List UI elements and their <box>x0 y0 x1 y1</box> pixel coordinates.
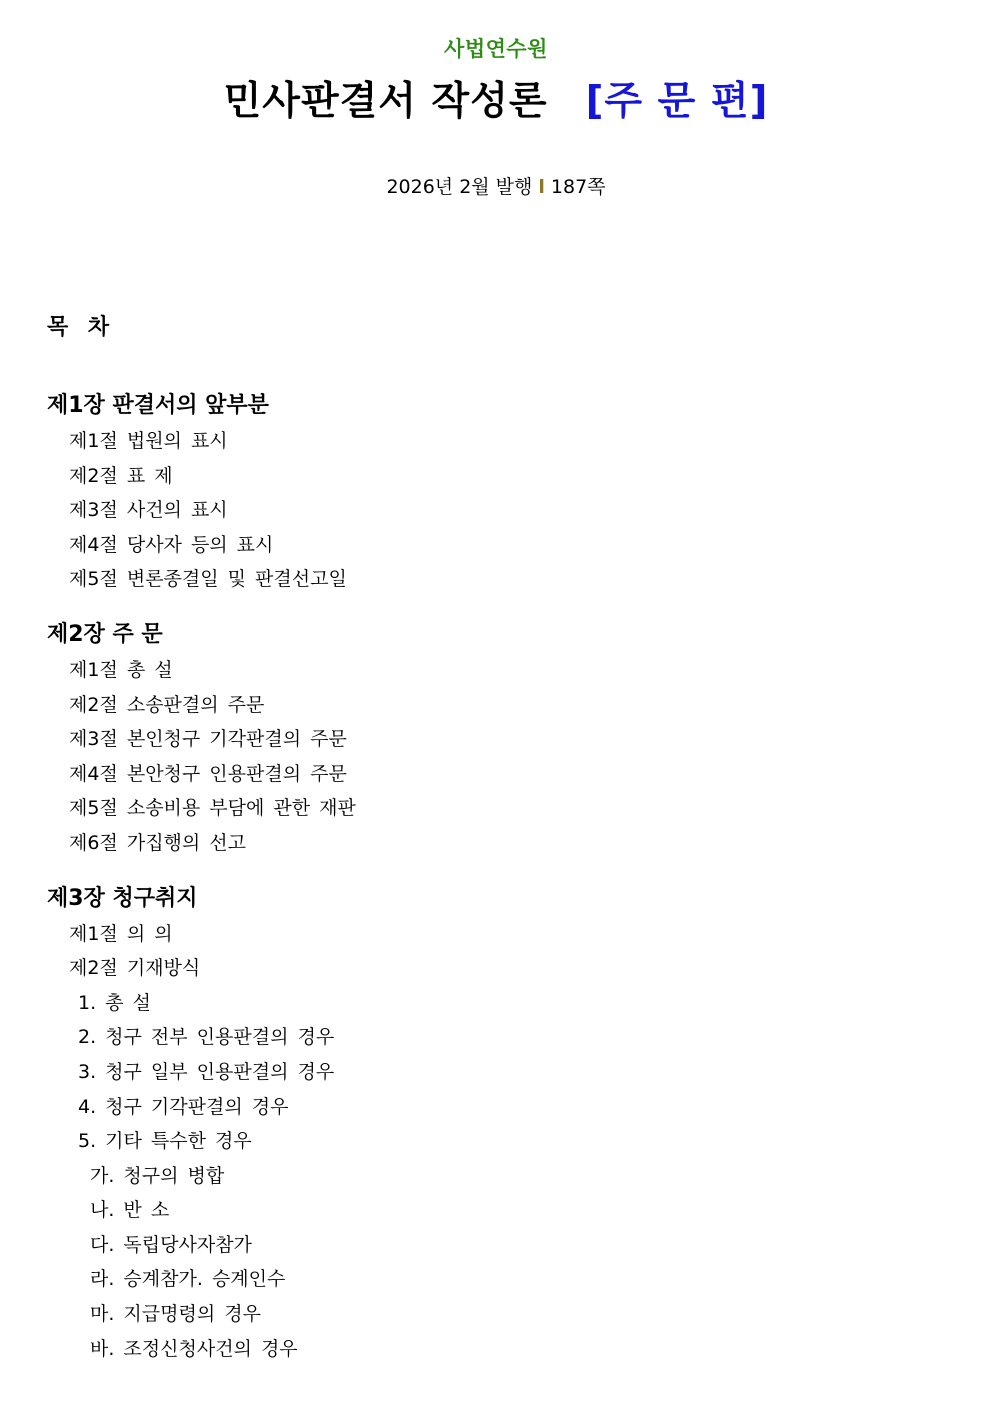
toc-heading: 목 차 <box>47 315 116 340</box>
toc-entry: 4. 청구 기각판결의 경우 <box>78 1095 289 1118</box>
toc-entry: 다. 독립당사자참가 <box>90 1233 252 1256</box>
toc-entry: 제5절 변론종결일 및 판결선고일 <box>69 568 347 591</box>
toc-entry: 바. 조정신청사건의 경우 <box>90 1337 298 1360</box>
toc-chapter <box>47 617 947 861</box>
toc-entry: 제4절 당사자 등의 표시 <box>69 533 274 556</box>
title-main: 민사판결서 작성론 <box>223 79 548 124</box>
chapter-title: 제1장 판결서의 앞부분 <box>47 393 269 418</box>
toc-entry: 나. 반 소 <box>90 1199 170 1222</box>
table-of-contents <box>47 388 947 1386</box>
title-subtitle: [주 문 편] <box>585 79 769 124</box>
toc-entry: 1. 총 설 <box>78 991 151 1014</box>
toc-entry: 제2절 기재방식 <box>69 957 201 980</box>
toc-entry: 제3절 본인청구 기각판결의 주문 <box>69 728 347 751</box>
toc-entry: 2. 청구 전부 인용판결의 경우 <box>78 1026 335 1049</box>
toc-entry: 가. 청구의 병합 <box>90 1164 225 1187</box>
toc-entry: 라. 승계참가. 승계인수 <box>90 1268 286 1291</box>
toc-entry: 제1절 의 의 <box>69 922 173 945</box>
toc-chapter <box>47 388 947 597</box>
toc-entry: 제1절 총 설 <box>69 658 173 681</box>
toc-entry: 제6절 가집행의 선고 <box>69 831 246 854</box>
toc-entry: 제2절 표 제 <box>69 464 173 487</box>
toc-entry: 3. 청구 일부 인용판결의 경우 <box>78 1060 335 1083</box>
toc-entry: 마. 지급명령의 경우 <box>90 1303 261 1326</box>
publication-date: 2026년 2월 발행 <box>386 176 533 198</box>
toc-entry: 제4절 본안청구 인용판결의 주문 <box>69 762 347 785</box>
chapter-title: 제2장 주 문 <box>47 621 163 647</box>
separator: l <box>538 176 545 198</box>
document-title <box>0 70 992 126</box>
toc-entry: 제1절 법원의 표시 <box>69 430 228 452</box>
toc-chapter <box>47 881 947 1367</box>
publisher-name: 사법연수원 <box>444 37 548 61</box>
toc-entry: 5. 기타 특수한 경우 <box>78 1130 252 1153</box>
toc-entry: 제2절 소송판결의 주문 <box>69 693 265 716</box>
chapter-title: 제3장 청구취지 <box>47 885 198 911</box>
page-count: 187쪽 <box>550 176 606 198</box>
publication-info <box>0 172 992 199</box>
toc-entry: 제3절 사건의 표시 <box>69 499 228 522</box>
toc-entry: 제5절 소송비용 부담에 관한 재판 <box>69 797 356 820</box>
